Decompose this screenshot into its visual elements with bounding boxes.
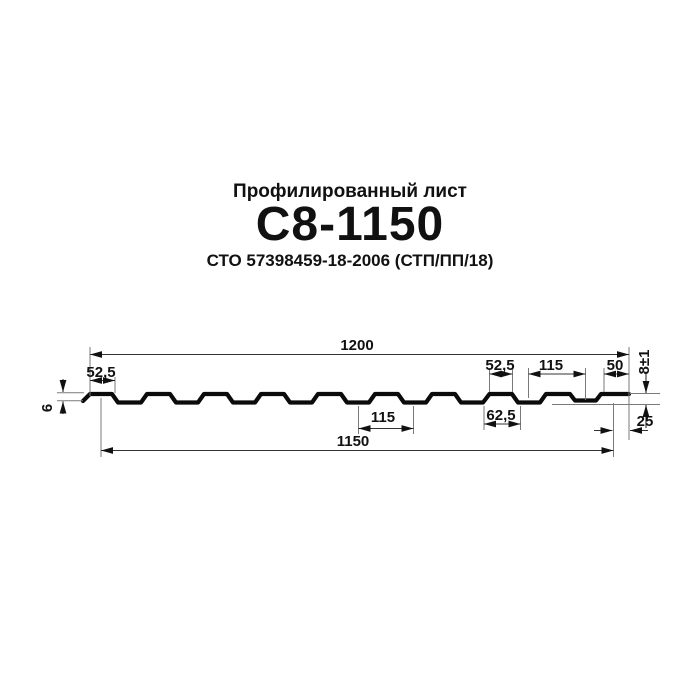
dim-edge-flat-width: 50	[606, 357, 624, 374]
dim-edge-height: 6	[39, 403, 56, 413]
standard-title: СТО 57398459-18-2006 (СТП/ПП/18)	[206, 251, 494, 270]
profile-outline	[83, 394, 629, 403]
product-type-title: Профилированный лист	[233, 181, 467, 202]
dim-working-width: 1150	[336, 433, 370, 450]
dim-left-crest-width: 52,5	[86, 364, 116, 381]
model-title: С8-1150	[255, 198, 445, 251]
dim-edge-offset: 25	[636, 413, 654, 430]
dim-rib-crest-width: 52,5	[485, 357, 515, 374]
dim-valley-pitch: 115	[370, 409, 396, 426]
dim-crest-pitch: 115	[538, 357, 564, 374]
dim-overall-width: 1200	[340, 337, 374, 354]
dim-rib-base-width: 62,5	[486, 407, 516, 424]
dim-profile-height: 8±1	[636, 349, 653, 375]
